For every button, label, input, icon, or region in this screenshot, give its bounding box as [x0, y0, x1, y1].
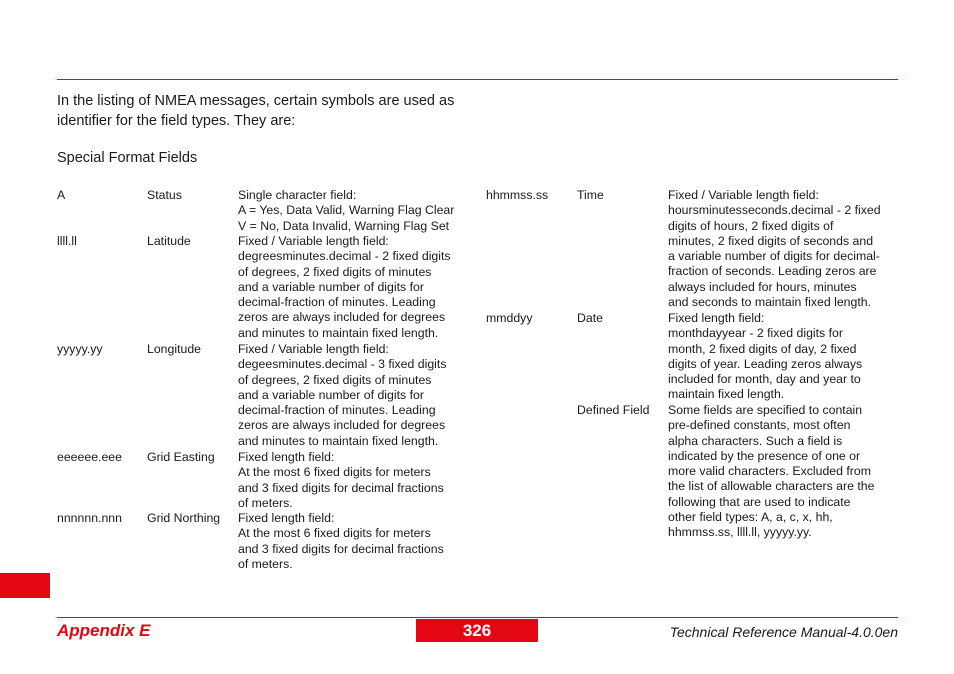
footer-manual-title: Technical Reference Manual-4.0.0en	[669, 624, 898, 640]
field-name: Latitude	[147, 234, 191, 248]
section-heading: Special Format Fields	[57, 150, 198, 166]
field-name: Grid Easting	[147, 450, 215, 464]
field-description: Fixed / Variable length field: degeesminutes.decimal - 3 fixed digits of degrees, 2 fixed digits of minutes and a variable number of digits for decimal-fraction of minutes. Leading zeros are always included for degrees and minutes to maintain fixed length.	[238, 342, 447, 448]
chapter-tab-marker	[0, 573, 50, 598]
field-description: Fixed length field: monthdayyear - 2 fixed digits for month, 2 fixed digits of day, 2 fixed digits of year. Leading zeros always included for month, day and year to maintain fixed length.	[668, 311, 863, 402]
field-symbol: eeeeee.eee	[57, 450, 122, 464]
field-description: Fixed / Variable length field: degreesminutes.decimal - 2 fixed digits of degrees, 2 fixed digits of minutes and a variable number of digits for decimal-fraction of minutes. Leading zeros are always included for degrees and minutes to maintain fixed length.	[238, 234, 451, 340]
field-name: Status	[147, 188, 182, 202]
field-description: Fixed length field: At the most 6 fixed digits for meters and 3 fixed digits for decimal fractions of meters.	[238, 511, 444, 571]
field-description: Single character field: A = Yes, Data Valid, Warning Flag Clear V = No, Data Invalid, Warning Flag Set	[238, 188, 455, 233]
field-symbol: mmddyy	[486, 311, 533, 325]
field-description: Some fields are specified to contain pre-defined constants, most often alpha characters. Such a field is indicated by the presence of one or more valid characters. Excluded from the list of allowable characters are the following that are used to indicate other field types: A, a, c, x, hh, hhmmss.ss, llll.ll, yyyyy.yy.	[668, 403, 875, 540]
field-symbol: hhmmss.ss	[486, 188, 549, 202]
field-name: Grid Northing	[147, 511, 221, 525]
footer-rule	[57, 617, 898, 618]
field-symbol: llll.ll	[57, 234, 77, 248]
field-name: Longitude	[147, 342, 202, 356]
page-number: 326	[416, 619, 538, 642]
header-rule	[57, 79, 898, 80]
intro-paragraph: In the listing of NMEA messages, certain symbols are used as identifier for the field types. They are:	[57, 93, 455, 129]
field-symbol: nnnnnn.nnn	[57, 511, 122, 525]
field-name: Date	[577, 311, 603, 325]
field-name: Defined Field	[577, 403, 650, 417]
field-symbol: A	[57, 188, 66, 202]
field-symbol: yyyyy.yy	[57, 342, 103, 356]
field-description: Fixed length field: At the most 6 fixed digits for meters and 3 fixed digits for decimal fractions of meters.	[238, 450, 444, 510]
field-description: Fixed / Variable length field: hoursminutesseconds.decimal - 2 fixed digits of hours, 2 fixed digits of minutes, 2 fixed digits of seconds and a variable number of digits for decimal- fraction of seconds. Leading zeros are always included for hours, minutes and seconds to maintain fixed length.	[668, 188, 881, 310]
field-name: Time	[577, 188, 604, 202]
footer-section-title: Appendix E	[57, 621, 151, 640]
